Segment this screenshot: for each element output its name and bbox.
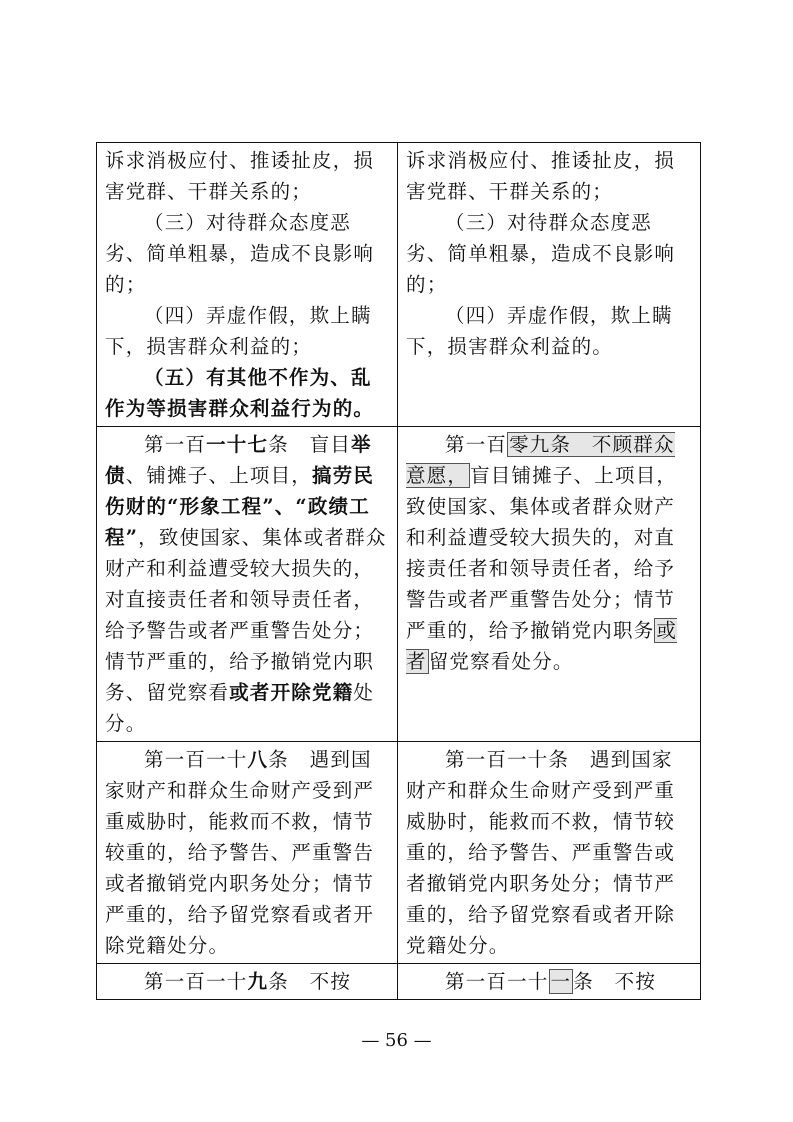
clause-paragraph (406, 207, 692, 300)
original-text-cell (97, 742, 398, 964)
table-row (97, 964, 701, 1000)
table-row (97, 742, 701, 964)
comparison-table (96, 142, 701, 1000)
text-run: 第一百 (144, 433, 207, 456)
original-text-cell (97, 143, 398, 427)
clause-paragraph (105, 300, 389, 362)
page-number: — 56 — (361, 1030, 432, 1051)
text-run: 条 不按 (573, 970, 657, 993)
text-run: 诉求消极应付、推诿扯皮，损害党群、干群关系的； (406, 149, 676, 203)
original-text-cell (97, 427, 398, 742)
text-run: 诉求消极应付、推诿扯皮，损害党群、干群关系的； (105, 149, 375, 203)
clause-paragraph (105, 966, 389, 997)
text-run: 第一百一十 (144, 748, 248, 771)
text-run: 条 盲目 (268, 433, 352, 456)
bold-change: 八 (247, 748, 269, 771)
table-row (97, 143, 701, 427)
table-row (97, 427, 701, 742)
text-run: （三）对待群众态度恶劣、简单粗暴，造成不良影响的； (105, 211, 375, 296)
clause-paragraph (406, 300, 692, 362)
text-run: 留党察看处分。 (428, 650, 574, 673)
clause-paragraph (406, 966, 692, 997)
bold-change: （五）有其他不作为、乱作为等损害群众利益行为的。 (105, 366, 375, 420)
text-run: （四）弄虚作假，欺上瞒下，损害群众利益的； (105, 304, 372, 358)
revised-text-cell (398, 964, 701, 1000)
text-run: （四）弄虚作假，欺上瞒下，损害群众利益的。 (406, 304, 673, 358)
text-run: ，致使国家、集体或者群众财产和利益遭受较大损失的，对直接责任者和领导责任者，给予警告或者严重警告处分；情节严重的，给予撤销党内职务、留党察看 (105, 526, 387, 704)
revised-text-cell (398, 427, 701, 742)
text-run: 第一百一十条 遇到国家财产和群众生命财产受到严重威胁时，能救而不救，情节较重的，给予警告、严重警告或者撤销党内职务处分；情节严重的，给予留党察看或者开除党籍处分。 (406, 748, 676, 957)
clause-paragraph (105, 744, 389, 961)
revised-text-cell (398, 143, 701, 427)
text-run: 盲目铺摊子、上项目，致使国家、集体或者群众财产和利益遭受较大损失的，对直接责任者和领导责任者，给予警告或者严重警告处分；情节严重的，给予撤销党内职务 (406, 464, 678, 642)
highlighted-change: 一 (550, 970, 572, 993)
bold-change: 或者开除党籍 (229, 681, 354, 704)
comparison-table-body (97, 143, 701, 1000)
revised-text-cell (398, 742, 701, 964)
highlighted-change: 零九条 不顾群众意愿， (406, 433, 675, 487)
clause-paragraph (105, 429, 389, 739)
highlighted-change: 或者 (406, 619, 678, 673)
clause-paragraph (406, 429, 692, 677)
bold-change: 举债 (105, 433, 372, 487)
clause-paragraph (105, 145, 389, 207)
text-run: （三）对待群众态度恶劣、简单粗暴，造成不良影响的； (406, 211, 676, 296)
original-text-cell (97, 964, 398, 1000)
clause-paragraph (105, 362, 389, 424)
clause-paragraph (105, 207, 389, 300)
text-run: 第一百一十 (144, 970, 248, 993)
clause-paragraph (406, 145, 692, 207)
text-run: 条 遇到国家财产和群众生命财产受到严重威胁时，能救而不救，情节较重的，给予警告、严重警告或者撤销党内职务处分；情节严重的，给予留党察看或者开除党籍处分。 (105, 748, 375, 957)
text-run: 条 不按 (268, 970, 352, 993)
text-run: 第一百一十 (445, 970, 549, 993)
text-run: 第一百 (445, 433, 508, 456)
bold-change: 一十七 (206, 433, 269, 456)
text-run: 处分。 (105, 681, 375, 735)
bold-change: 搞劳民伤财的“形象工程”、“政绩工程” (105, 464, 375, 549)
bold-change: 九 (247, 970, 269, 993)
text-run: 、铺摊子、上项目， (125, 464, 313, 487)
clause-paragraph (406, 744, 692, 961)
